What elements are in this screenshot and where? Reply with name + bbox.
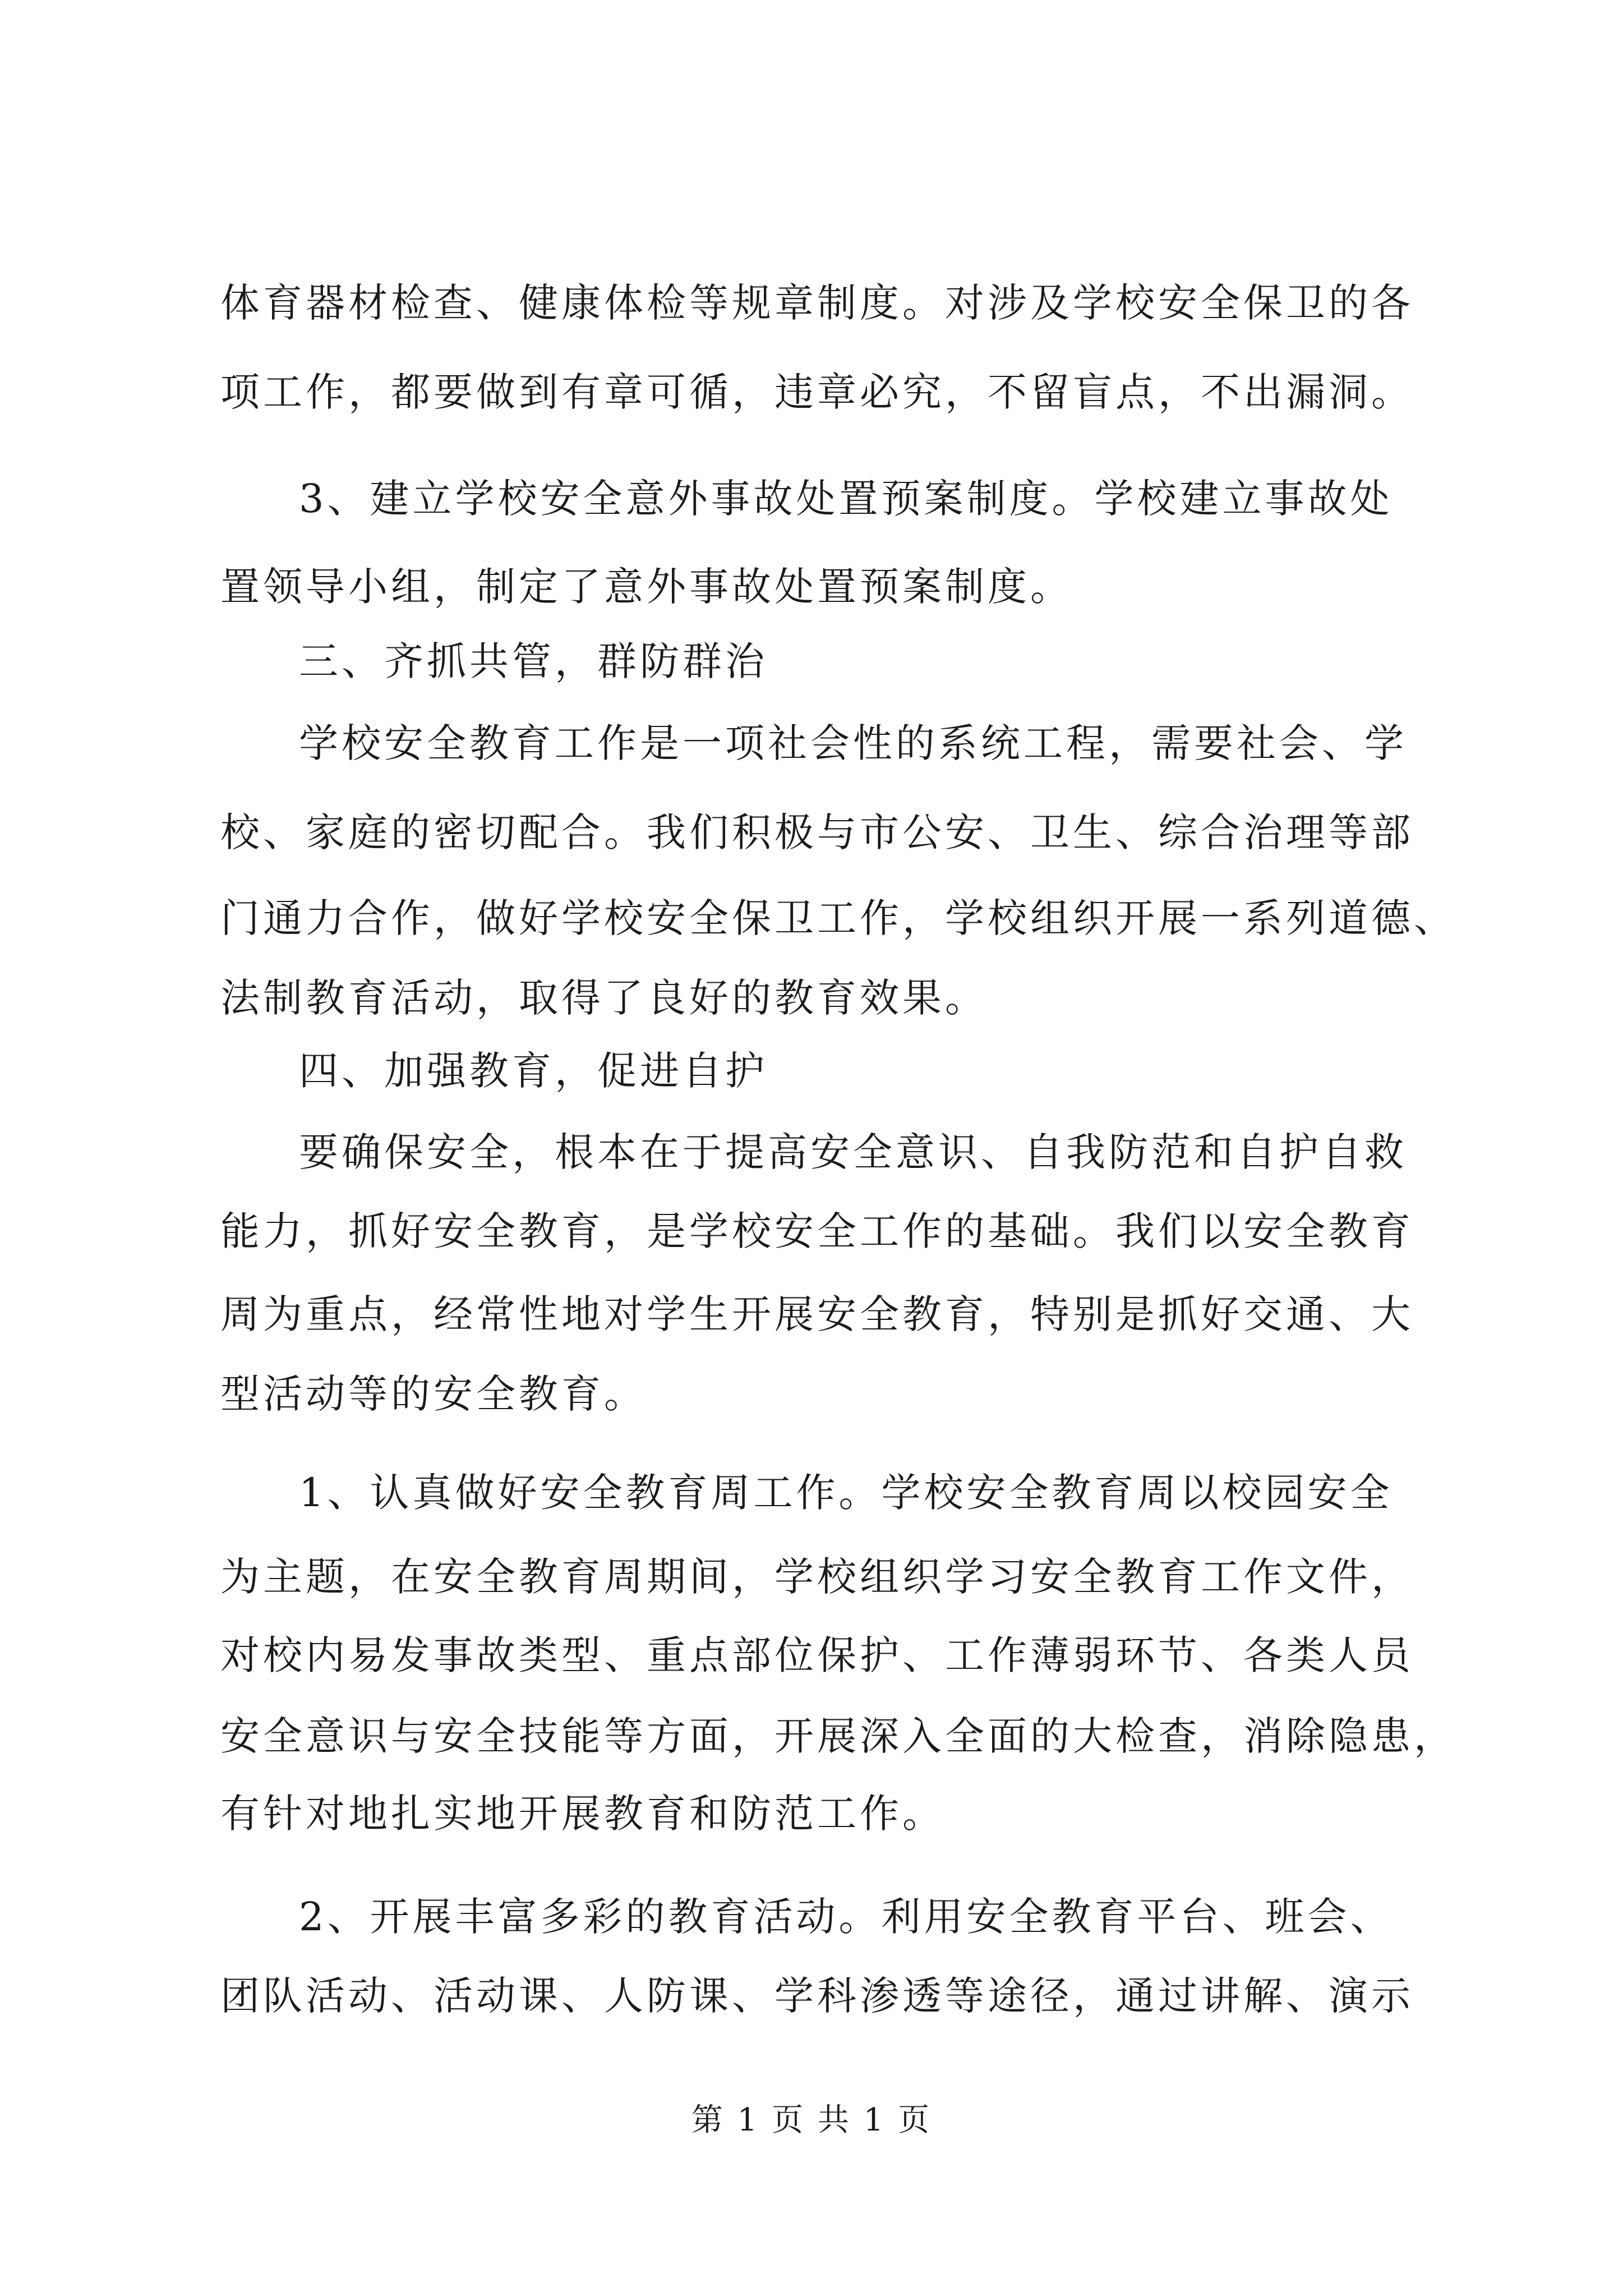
body-text-line: 项工作，都要做到有章可循，违章必究，不留盲点，不出漏洞。 (220, 369, 1414, 415)
item-2-line: 2、开展丰富多彩的教育活动。利用安全教育平台、班会、 (299, 1894, 1393, 1940)
body-text-line: 安全意识与安全技能等方面，开展深入全面的大检查，消除隐患， (220, 1713, 1456, 1759)
body-text-line: 法制教育活动，取得了良好的教育效果。 (220, 975, 988, 1021)
body-text-line: 置领导小组，制定了意外事故处置预案制度。 (220, 564, 1073, 610)
body-text-line: 对校内易发事故类型、重点部位保护、工作薄弱环节、各类人员 (220, 1632, 1414, 1678)
body-text-line: 团队活动、活动课、人防课、学科渗透等途径，通过讲解、演示 (220, 1973, 1414, 2019)
body-text-line: 校、家庭的密切配合。我们积极与市公安、卫生、综合治理等部 (220, 809, 1414, 855)
paragraph-3-line: 3、建立学校安全意外事故处置预案制度。学校建立事故处 (299, 476, 1393, 522)
page-footer: 第 1 页 共 1 页 (691, 2102, 932, 2138)
body-text-line: 周为重点，经常性地对学生开展安全教育，特别是抓好交通、大 (220, 1291, 1414, 1337)
body-text-line: 型活动等的安全教育。 (220, 1371, 647, 1417)
body-text-line: 为主题，在安全教育周期间，学校组织学习安全教育工作文件， (220, 1554, 1414, 1600)
section-heading-4: 四、加强教育，促进自护 (299, 1048, 768, 1094)
body-text-line: 有针对地扎实地开展教育和防范工作。 (220, 1791, 945, 1837)
body-text-line: 能力，抓好安全教育，是学校安全工作的基础。我们以安全教育 (220, 1208, 1414, 1254)
paragraph-line: 学校安全教育工作是一项社会性的系统工程，需要社会、学 (299, 720, 1407, 766)
body-text-line: 体育器材检查、健康体检等规章制度。对涉及学校安全保卫的各 (220, 280, 1414, 326)
paragraph-line: 要确保安全，根本在于提高安全意识、自我防范和自护自救 (299, 1129, 1407, 1175)
body-text-line: 门通力合作，做好学校安全保卫工作，学校组织开展一系列道德、 (220, 895, 1456, 941)
section-heading-3: 三、齐抓共管，群防群治 (299, 638, 768, 684)
item-1-line: 1、认真做好安全教育周工作。学校安全教育周以校园安全 (299, 1470, 1393, 1516)
